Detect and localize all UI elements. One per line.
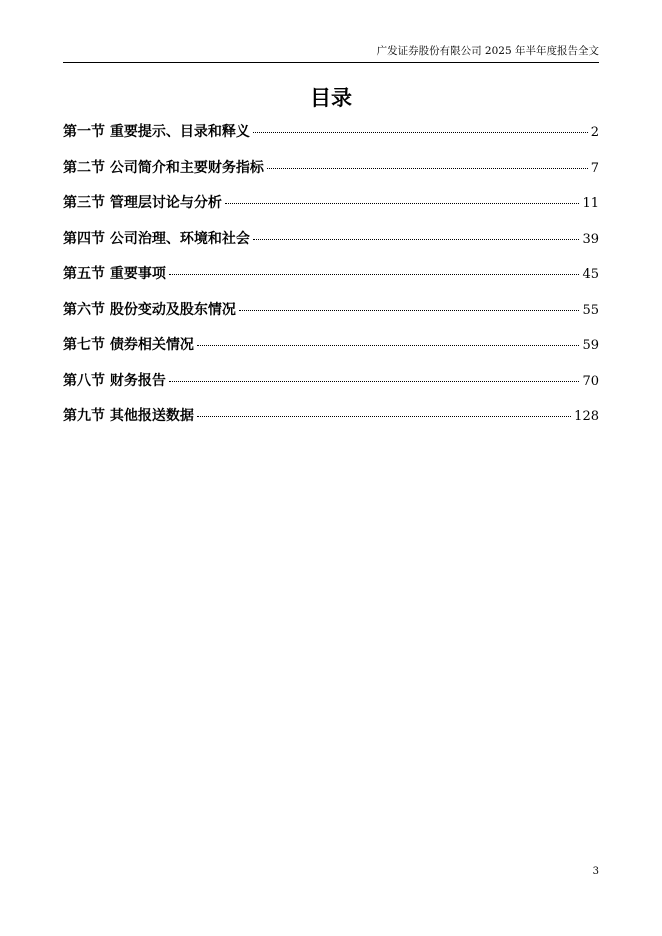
toc-entry-label: 第五节 重要事项 [63,266,166,282]
toc-entry-section-6[interactable] [63,300,599,336]
page-header: 广发证券股份有限公司 2025 年半年度报告全文 [63,44,599,63]
toc-entry-label: 第三节 管理层讨论与分析 [63,195,222,211]
toc-entry-page: 7 [590,160,599,176]
toc-entry-page: 11 [582,196,599,211]
toc-entry-section-4[interactable] [63,229,599,265]
toc-entry-label: 第一节 重要提示、目录和释义 [63,124,250,140]
dot-leader [169,274,580,275]
toc-entry-page: 59 [582,338,599,353]
dot-leader [225,203,580,204]
toc-entry-section-5[interactable] [63,264,599,300]
toc-entry-page: 2 [590,125,599,140]
dot-leader [239,310,580,311]
toc-entry-section-9[interactable] [63,406,599,442]
toc-entry-page: 55 [582,302,599,318]
toc-entry-page: 128 [574,409,599,424]
toc-entry-section-1[interactable] [63,122,599,158]
dot-leader [197,345,580,346]
dot-leader [267,168,588,169]
toc-entry-page: 45 [582,267,599,282]
toc-entry-page: 70 [582,373,599,389]
dot-leader [197,416,571,417]
toc-entry-label: 第二节 公司简介和主要财务指标 [63,159,264,176]
dot-leader [253,239,580,240]
toc-entry-section-3[interactable] [63,193,599,229]
toc-entry-label: 第六节 股份变动及股东情况 [63,301,236,318]
toc-entry-section-2[interactable] [63,158,599,194]
dot-leader [169,381,580,382]
toc-entry-label: 第四节 公司治理、环境和社会 [63,230,250,247]
dot-leader [253,132,588,133]
table-of-contents [63,122,599,442]
toc-entry-label: 第七节 债券相关情况 [63,337,194,353]
toc-entry-section-8[interactable] [63,371,599,407]
toc-entry-label: 第八节 财务报告 [63,372,166,389]
page-number: 3 [592,866,599,877]
page-title: 目录 [310,86,352,110]
toc-entry-section-7[interactable] [63,335,599,371]
toc-entry-label: 第九节 其他报送数据 [63,408,194,424]
toc-entry-page: 39 [582,231,599,247]
